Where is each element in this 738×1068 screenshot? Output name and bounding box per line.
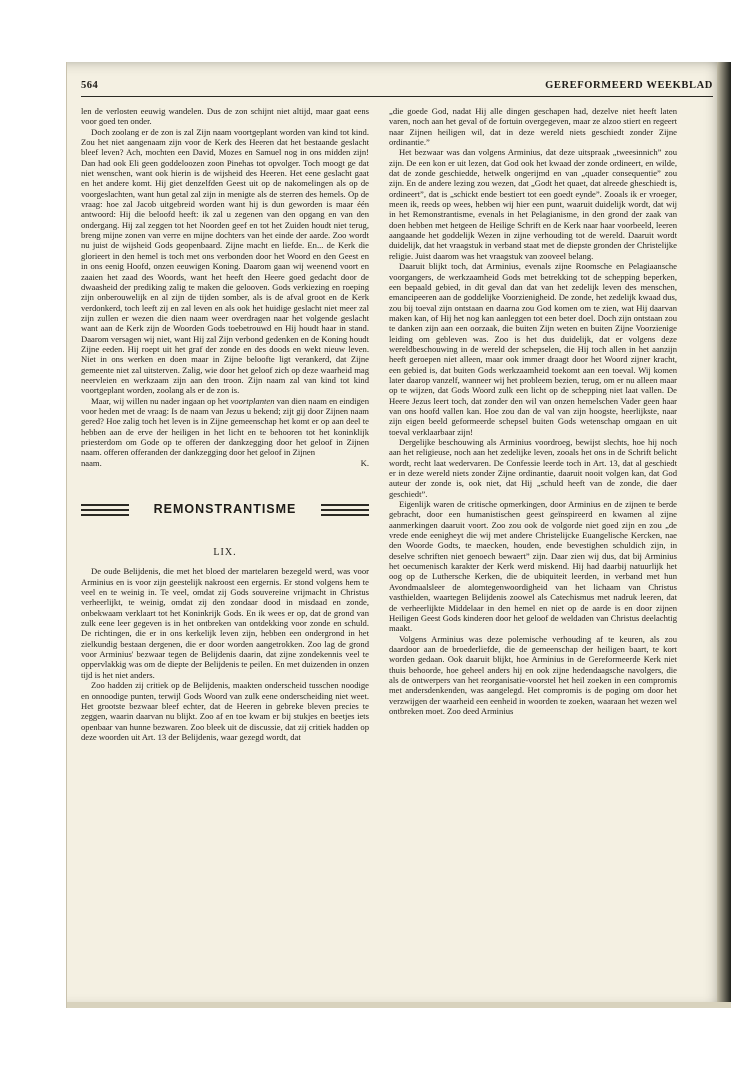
paragraph: Doch zoolang er de zon is zal Zijn naam voortgeplant worden van kind tot kind. Zou het niet aangenaam zijn voor de Kerk des Heeren dat het bestaande geslacht bleef leven? Ach, mochten een David, Mozes en Samuel nog in ons midden zijn! Dan had ook Eli geen goddeloozen zoon Pinehas tot opvolger. Toch moogt ge dat niet wenschen, want ook hierin is de wijsheid des Heeren. Het eene geslacht gaat en het andere komt. Hij giet denzelfden Geest uit op de nakomelingen als op de voorgeslachten, want hun getal zal zijn in menigte als de sterren des hemels. Op de vraag: hoe zal Jacob uitgebreid worden want hij is dun geworden is maar één antwoord: Hij die beloofd heeft: ik zal u zegenen van den opgang en van den ondergang. Hij zal zeggen tot het Noorden geef en tot het Zuiden houdt niet terug, breng mijne zonen van verre en mijne dochters van het einde der aarde. Zoo wordt nu juist de wijsheid Gods geopenbaard. Zijne macht en liefde. En... de Kerk die glorieert in den hemel is toch met ons verbonden door het Woord en den Geest en in ons eenig Hoofd, onzen eeuwigen Koning. Daarom gaan wij weenend voort en zaaien het zaad des Woords, want het heeft den Heere goed gedacht door de dwaasheid der prediking zalig te maken die gelooven. Gods verkiezing en roeping zijn onberouwelijk en al zijn de tijden somber, als is de afval groot en de Kerk verdonkerd, toch leeft zij en zal leven en als ook het huidige geslacht niet meer zal zijn zullen er wezen die dien naam weer overdragen naar het volgende geslacht want aan de Kerk zijn de Woorden Gods toebetrouwd en Hij houdt haar in stand. Daarom versagen wij niet, want Hij zal Zijn verbond gedenken en de Koning houdt Zijne eeden. Hij roept uit het graf der zonde en des doods en wekt nieuw leven. Niet in ons werken en doen maar in Zijne beloofte ligt verankerd, dat Zijne gemeente niet zal uitsterven. Zalig, wie door het geloof zich op deze waarheid mag neervleien en werkzaam zijn aan den troon. Zijn naam zal van kind tot kind voortgeplant worden, zoolang als er de zon is. bbox=[81, 126, 369, 396]
section-title: REMONSTRANTISME bbox=[153, 502, 297, 517]
author-initial: K. bbox=[360, 457, 369, 468]
signoff bbox=[81, 458, 369, 468]
page-header bbox=[81, 80, 713, 96]
paragraph: Zoo hadden zij critiek op de Belijdenis, maakten onderscheid tusschen noodige en onnoodige punten, terwijl Gods Woord van zulk eene onderscheiding niet weet. Het grootste bezwaar bleef echter, dat de Heeren in gebreke bleven precies te zeggen, waarin daarvan nu blijkt. Zoo af en toe kwam er bij stukjes en beetjes iets openbaar van hunne bezwaren. Zoo bleek uit de discussie, dat zij critiek hadden op deze woorden uit Art. 13 der Belijdenis, waar gezegd wordt, dat bbox=[81, 680, 369, 742]
heading-rule-right bbox=[321, 504, 369, 522]
paragraph bbox=[81, 396, 369, 458]
paragraph: Daaruit blijkt toch, dat Arminius, evenals zijne Roomsche en Pelagiaansche voorgangers, de werkzaamheid Gods met betrekking tot de schepping beperken, een bepaald gebied, in dit geval dan dat van het zedelijk leven des menschen, emancipeeren aan de goddelijke Voorzienigheid. De zonde, het zedelijk kwaad dus, zou bij toeval zijn ontstaan en daarna zou God komen om te zien, wat Hij daarvan maken kan, of Hij het nog kan aanleggen tot een beter doel. Doch zijn ontstaan zou te danken zijn aan een oorzaak, die buiten Zijn weten en buiten Zijne Voorzienige leiding om gebleven was. Zoo is het dus duidelijk, dat er volgens deze wereldbeschouwing in de wereld der schepselen, die Hij toch allen in het aanzijn heeft geroepen niet alleen, maar ook immer draagt door het Woord zijner kracht, een gebied is, dat buiten Gods werkzaamheid toekomt aan een toeval. Wij komen later daarop vanzelf, wanneer wij het probleem bezien, terug, om er nu alleen maar op te wijzen, dat Gods Woord zulk een licht op de schepping niet laat vallen. De Heere Jezus leert toch, dat zonder den wil van onzen hemelschen Vader geen haar van ons hoofd vallen kan. Hoe zou dan de val van zijn hoogste, heerlijkste, naar zijn eigen beeld geformeerde schepsel buiten Gods wetenschap omgaan en uit toeval verklaarbaar zijn! bbox=[389, 261, 677, 437]
page-number: 564 bbox=[81, 80, 99, 91]
paragraph-text: van dien naam en eindigen voor heden met de vraag: Is de naam van Jezus u bekend; zijt gij door Zijnen naam gered? Hoe zalig toch het leven is in Zijne gemeenschap het komt er op aan deel te hebben aan de erve der heiligen in het licht en te behooren tot het koninklijk priesterdom om Gode op te offeren der dankzegging door het geloof in Zijnen naam. offeren offeranden der dankzegging door het geloof in Zijnen bbox=[81, 395, 370, 458]
right-column bbox=[389, 106, 677, 716]
newspaper-page bbox=[66, 62, 731, 1008]
left-column bbox=[81, 106, 369, 742]
page-bottom-edge bbox=[67, 1002, 731, 1008]
section-heading bbox=[81, 500, 369, 526]
signoff-text: naam. bbox=[81, 457, 102, 468]
running-title: GEREFORMEERD WEEKBLAD bbox=[545, 80, 713, 91]
emphasis-text: voortplanten bbox=[230, 395, 275, 406]
paragraph: Dergelijke beschouwing als Arminius voordroeg, bewijst slechts, hoe hij noch aan het religieuse, noch aan het zedelijke leven, zooals het ons in de Schrift belicht wordt, recht laat wedervaren. De Confessie leerde toch in Art. 13, dat al geschiedt er in deze wereld niets zonder Zijne ordinantie, daaruit nooit volgen kan, dat God auteur der zonde is, ook niet, dat Hij „schuld heeft van de zonde, die daer geschiedt”. bbox=[389, 437, 677, 499]
heading-rule-left bbox=[81, 504, 129, 522]
paragraph: Het bezwaar was dan volgens Arminius, dat deze uitspraak „tweesinnich” zou zijn. De een kon er uit lezen, dat God ook het kwaad der zonde ordineert, en wilde, dat de zonde geschiedde, hetwelk ongerijmd en van „quader consequentie” zou zijn. En de andere lezing zou wezen, dat „Godt het quaet, dat alreede gheschiedt is, ordineert”, dat is „schickt ende bestiert tot een goedt eynde”. Zooals ik er vroeger, meen ik, reeds op wees, hebben wij hier een punt, waaruit duidelijk wordt, dat wij in het Remonstrantisme, evenals in het Pelagianisme, in den grond der zaak van doen hebben met hetgeen de Heilige Schrift en de Kerk naar haar voorbeeld, leeren aangaande het goddelijk Wezen in zijne verhouding tot de wereld. Daaruit wordt duidelijk, dat het vraagstuk in verband staat met de diepste gronden der Christelijke religie. Juist daarom was het vraagstuk van zooveel belang. bbox=[389, 147, 677, 261]
chapter-number: LIX. bbox=[213, 547, 237, 559]
paragraph: Eigenlijk waren de critische opmerkingen, door Arminius en de zijnen te berde gebracht, door een humanistischen geest geïnspireerd en kwamen al zijne aanmerkingen daaruit voort. Zoo zou ook de volgorde niet goed zijn en zou „de vrede ende eenigheyt die wij met andere Christelijcke Euangelische Kercken, nae den Woorde Godts, te maecken, houden, ende bevestighen schuldich zijn, in deselve schriften niet genoech bewaert” zijn. Daar zien wij dus, dat bij Arminius het oecumenisch karakter der Kerk werd miskend. Hij had daarbij natuurlijk het oog op de Luthersche Kerken, die de ubiquiteit leerden, in verband met hun Avondmaalsleer de alomtegenwoordigheid van het lichaam van Christus vasthielden, waartegen Belijdenis zoowel als Catechismus met nadruk leeren, dat de verheerlijkte Middelaar in den hemel en niet op de aarde is en door zijnen Heiligen Geest Gods kinderen door het geloof de weldaden van Christus deelachtig maakt. bbox=[389, 499, 677, 634]
page-binding-shadow bbox=[717, 62, 731, 1008]
paragraph: len de verlosten eeuwig wandelen. Dus de zon schijnt niet altijd, maar gaat eens voor goed ten onder. bbox=[81, 106, 369, 127]
paragraph-text: Maar, wij willen nu nader ingaan op het bbox=[91, 395, 231, 406]
paragraph: De oude Belijdenis, die met het bloed der martelaren bezegeld werd, was voor Arminius en is voor zijn geestelijk nakroost een ergernis. Er stond volgens hem te veel en te weinig in. Te veel, omdat zij Gods souvereine vrijmacht in Christus verheerlijkt, te weinig, omdat zij den zondaar dood in misdaad en zonde, onbekwaam verklaart tot het Koninkrijk Gods. En ik wees er op, dat de grond van zulk eene leer gegeven is in het ontbreken van ontdekking voor zonde en schuld. De richtingen, die er in ons kerkelijk leven zijn, hebben een ondergrond in het zielkundig bestaan dergenen, die er door worden aangetrokken. Zoo lag de grond voor Arminius' bezwaar tegen de Belijdenis daarin, dat zijne zondekennis veel te oppervlakkig was om de diepte der Belijdenis te peilen. En met duizenden in onzen tijd is het niet anders. bbox=[81, 566, 369, 680]
header-rule bbox=[81, 96, 713, 97]
scan-margin bbox=[0, 0, 738, 58]
paragraph: Volgens Arminius was deze polemische verhouding af te keuren, als zou daardoor aan de broederliefde, die de gemeenschap der heiligen baart, te kort worden gedaan. Ook daaruit blijkt, hoe Arminius in de Gereformeerde Kerk niet thuis behoorde, hoe geheel anders hij en ook zijne hedendaagsche navolgers, die als de ontwerpers van het reorganisatie-voorstel het heil zoeken in een compromis met andersdenkenden, was aangelegd. Het compromis is de poging om door het verzwijgen der waarheid een eenheid in woorden te zoeken, waaraan het wezen wel ontbreken moet. Zoo deed Arminius bbox=[389, 633, 677, 716]
paragraph: „die goede God, nadat Hij alle dingen geschapen had, dezelve niet heeft laten varen, noch aan het geval of de fortuin overgegeven, maar ze alzoo stiert en regeert naar Zijnen heiligen wil, dat in deze wereld niets geschiedt zonder Zijne ordinantie.” bbox=[389, 106, 677, 148]
